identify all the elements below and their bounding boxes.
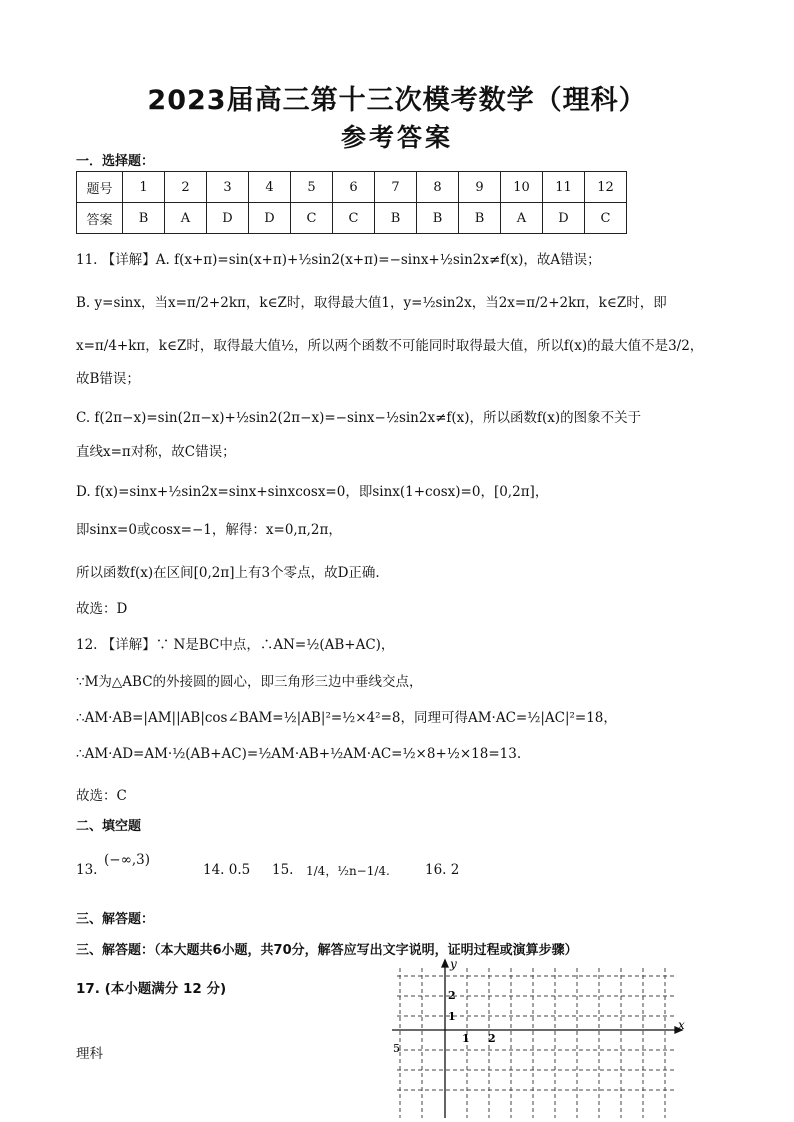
q12-line-3: ∴AM·AB=|AM||AB|cos∠BAM=½|AB|²=½×4²=8，同理可得AM·AC=½|AC|²=18， <box>76 710 617 726</box>
q15-answer: 1/4，½n−1/4. <box>306 864 390 878</box>
section-solve-heading: 三、解答题： <box>76 912 155 927</box>
table-cell: C <box>585 203 627 234</box>
q12-line-4: ∴AM·AD=AM·½(AB+AC)=½AM·AB+½AM·AC=½×8+½×18=13. <box>76 746 522 762</box>
table-cell: C <box>333 203 375 234</box>
table-cell: 7 <box>375 172 417 203</box>
q11-line-c2: 直线x=π对称，故C错误； <box>76 444 236 460</box>
q11-choice: 故选：D <box>76 601 128 617</box>
q13-answer: (−∞,3) <box>104 852 150 868</box>
x-axis-label: x <box>678 1018 685 1032</box>
table-cell: 8 <box>417 172 459 203</box>
table-cell: 10 <box>501 172 543 203</box>
q11-line-b3: 故B错误； <box>76 371 140 387</box>
y-tick-1: 1 <box>448 1010 456 1023</box>
table-cell: B <box>123 203 165 234</box>
q11-line-c1: C. f(2π−x)=sin(2π−x)+½sin2(2π−x)=−sinx−½sin2x≠f(x)，所以函数f(x)的图象不关于 <box>76 410 642 426</box>
table-cell: 11 <box>543 172 585 203</box>
table-row <box>77 172 627 203</box>
table-header-answer: 答案 <box>77 203 123 234</box>
table-cell: 6 <box>333 172 375 203</box>
table-cell: 12 <box>585 172 627 203</box>
page-subtitle: 参考答案 <box>340 123 453 152</box>
table-cell: B <box>417 203 459 234</box>
footer-label: 理科 <box>76 1046 103 1062</box>
page-title: 2023届高三第十三次模考数学（理科） <box>147 85 647 116</box>
coordinate-grid <box>392 958 692 1118</box>
q16-answer: 16. 2 <box>425 862 460 878</box>
q13-label: 13. <box>76 862 98 878</box>
q11-line-d2: 即sinx=0或cosx=−1，解得：x=0,π,2π， <box>76 522 342 538</box>
y-tick-2: 2 <box>448 989 456 1002</box>
table-cell: D <box>207 203 249 234</box>
table-cell: 9 <box>459 172 501 203</box>
table-cell: 3 <box>207 172 249 203</box>
y-axis-label: y <box>450 958 457 971</box>
table-cell: 2 <box>165 172 207 203</box>
x-tick-2: 2 <box>488 1032 496 1045</box>
table-cell: D <box>543 203 585 234</box>
q12-line-1: 12. 【详解】∵ N是BC中点，∴AN=½(AB+AC)， <box>76 637 395 653</box>
q11-line-d1: D. f(x)=sinx+½sin2x=sinx+sinxcosx=0，即sinx(1+cosx)=0，[0,2π]， <box>76 484 549 500</box>
table-cell: 4 <box>249 172 291 203</box>
table-cell: C <box>291 203 333 234</box>
section-fill-heading: 二、填空题 <box>76 819 142 834</box>
q11-line-b2: x=π/4+kπ，k∈Z时，取得最大值½，所以两个函数不可能同时取得最大值，所以f(x)的最大值不是3/2， <box>76 338 704 354</box>
table-cell: 5 <box>291 172 333 203</box>
q12-line-2: ∵M为△ABC的外接圆的圆心，即三角形三边中垂线交点， <box>76 674 423 690</box>
x-tick-1: 1 <box>462 1032 470 1045</box>
q12-choice: 故选：C <box>76 788 127 804</box>
side-mark: 5 <box>393 1042 400 1055</box>
table-cell: B <box>459 203 501 234</box>
table-cell: 1 <box>123 172 165 203</box>
q17-title: 17. (本小题满分 12 分) <box>76 981 227 997</box>
table-row <box>77 203 627 234</box>
table-cell: A <box>501 203 543 234</box>
table-cell: B <box>375 203 417 234</box>
table-header-number: 题号 <box>77 172 123 203</box>
q11-line-d3: 所以函数f(x)在区间[0,2π]上有3个零点，故D正确. <box>76 565 380 581</box>
q11-line-b1: B. y=sinx，当x=π/2+2kπ，k∈Z时，取得最大值1，y=½sin2x，当2x=π/2+2kπ，k∈Z时，即 <box>76 295 667 311</box>
table-cell: D <box>249 203 291 234</box>
section-choice-heading: 一．选择题： <box>76 154 155 169</box>
table-cell: A <box>165 203 207 234</box>
answer-table <box>76 171 627 234</box>
q14-answer: 14. 0.5 <box>203 862 251 878</box>
q15-label: 15. <box>272 862 294 878</box>
q11-line-a: 11. 【详解】A. f(x+π)=sin(x+π)+½sin2(x+π)=−sinx+½sin2x≠f(x)，故A错误； <box>76 252 601 268</box>
section-solve-instructions: 三、解答题：（本大题共6小题，共70分，解答应写出文字说明，证明过程或演算步骤） <box>76 943 578 958</box>
